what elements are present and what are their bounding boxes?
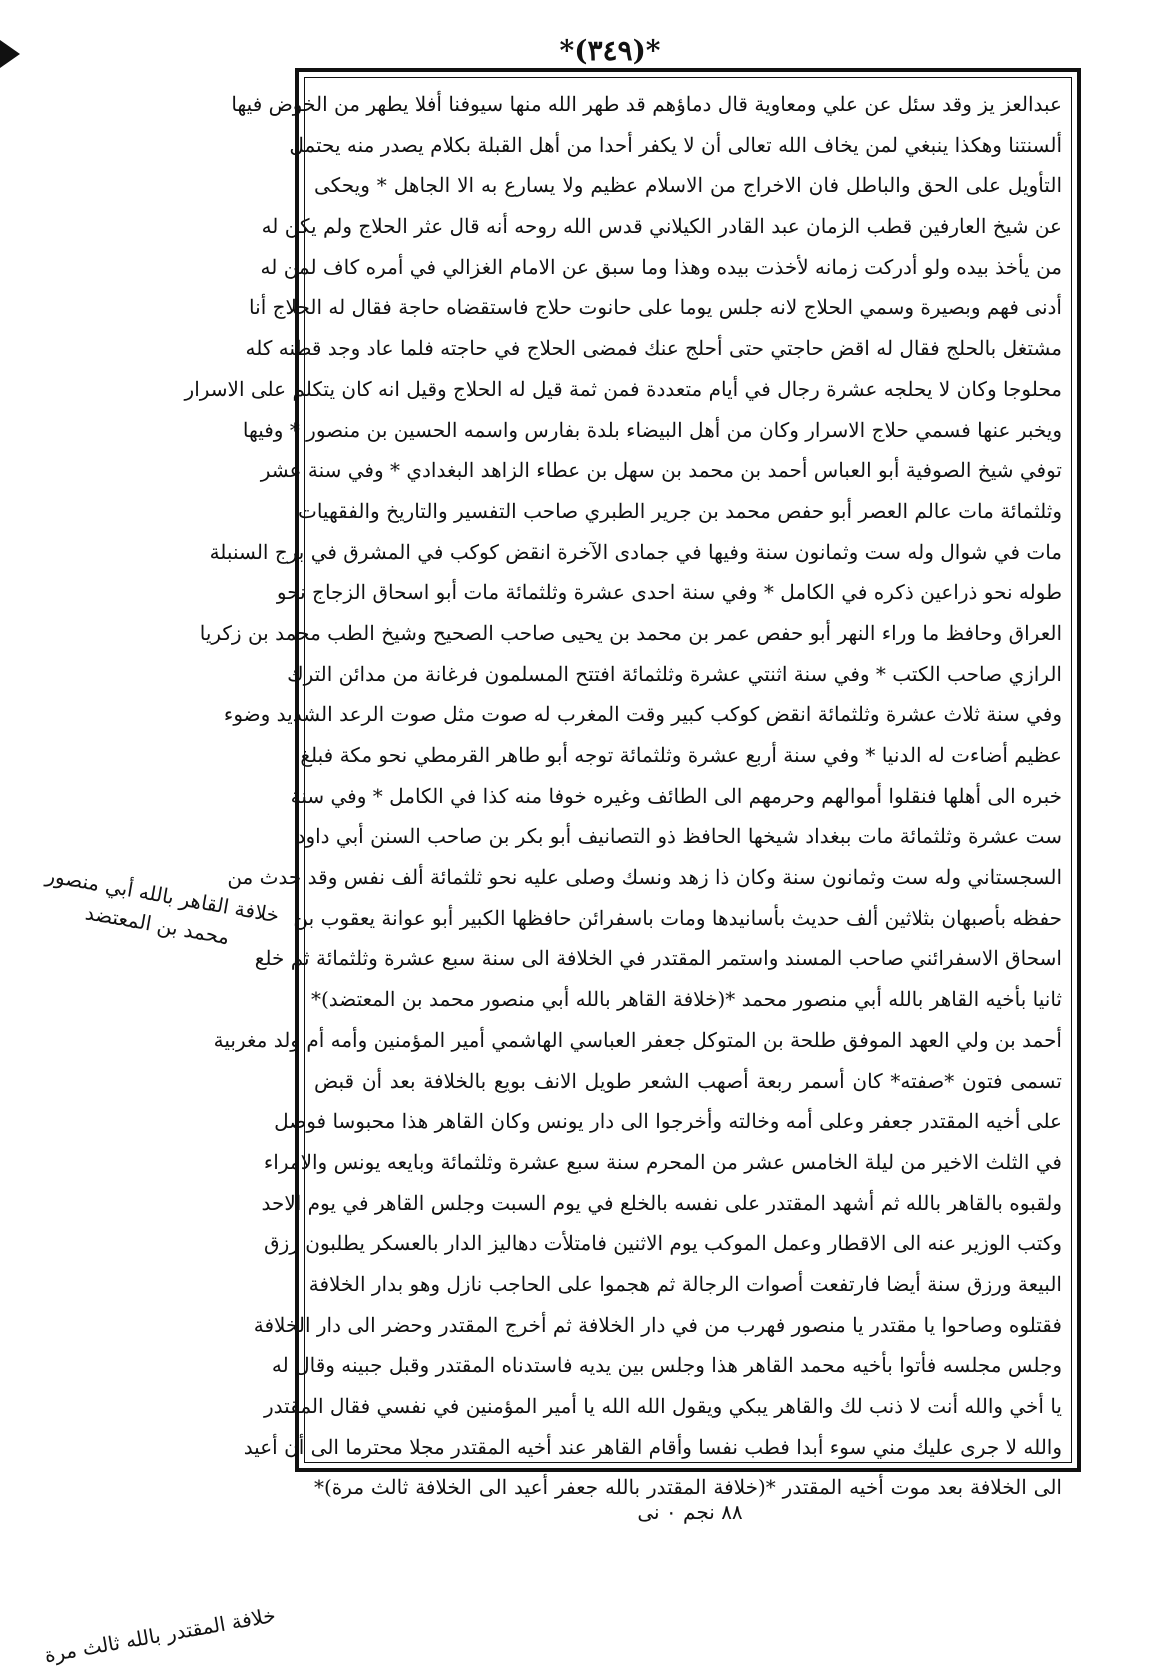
text-line: حفظه بأصبهان بثلاثين ألف حديث بأسانيدها ومات باسفرائن حافظها الكبير أبو عوانة يعقوب بن	[293, 905, 1062, 930]
text-line: على أخيه المقتدر جعفر وعلى أمه وخالته وأخرجوا الى دار يونس وكان القاهر هذا محبوسا فوصل	[274, 1109, 1062, 1134]
text-line: الرازي صاحب الكتب * وفي سنة اثنتي عشرة وثلثمائة افتتح المسلمون فرغانة من مدائن الترك	[287, 661, 1062, 686]
main-text-block	[184, 84, 1062, 1500]
text-line: العراق وحافظ ما وراء النهر أبو حفص عمر بن محمد بن يحيى صاحب الصحيح وشيخ الطب محمد بن زكريا	[199, 620, 1062, 645]
text-line: السجستاني وله ست وثمانون سنة وكان ذا زهد ونسك وصلى عليه نحو ثلثمائة ألف نفس وقد حدث من	[227, 865, 1062, 890]
margin-corner-mark	[0, 40, 20, 68]
text-line: ألسنتنا وهكذا ينبغي لمن يخاف الله تعالى أن لا يكفر أحدا من أهل القبلة بكلام يصدر منه يحتمل	[289, 132, 1062, 157]
text-line: مشتغل بالحلج فقال له اقض حاجتي حتى أحلج عنك فمضى الحلاج في حاجته فلما عاد وجد قطنه كله	[245, 336, 1062, 361]
footer-signature: ٨٨ نجم ٠ نى	[637, 1500, 743, 1524]
text-line: اسحاق الاسفرائني صاحب المسند واستمر المقتدر في الخلافة الى سنة سبع عشرة وثلثمائة ثم خلع	[254, 946, 1062, 971]
text-line: وكتب الوزير عنه الى الاقطار وعمل الموكب يوم الاثنين فامتلأت دهاليز الدار بالعسكر يطلبون رزق	[264, 1231, 1062, 1256]
text-line: محلوجا وكان لا يحلجه عشرة رجال في أيام متعددة فمن ثمة قيل له الحلاج وقيل انه كان يتكلم على الاسرار	[184, 376, 1062, 401]
text-line: عبدالعز يز وقد سئل عن علي ومعاوية قال دماؤهم قد طهر الله منها سيوفنا أفلا يطهر من الخوض فيها	[231, 92, 1062, 116]
text-line: التأويل على الحق والباطل فان الاخراج من الاسلام عظيم ولا يسارع به الا الجاهل * ويحكى	[314, 173, 1062, 198]
margin-note-caliph-qahir: خلافة القاهر بالله أبي منصور محمد بن المعتضد	[44, 862, 282, 950]
text-line: أحمد بن ولي العهد الموفق طلحة بن المتوكل جعفر العباسي الهاشمي أمير المؤمنين وأمه أم ولد مغربية	[213, 1027, 1062, 1052]
text-line: عن شيخ العارفين قطب الزمان عبد القادر الكيلاني قدس الله روحه أنه قال عثر الحلاج ولم يكن له	[261, 214, 1062, 239]
text-line: البيعة ورزق سنة أيضا فارتفعت أصوات الرجالة ثم هجموا على الحاجب نازل وهو بدار الخلافة	[308, 1271, 1062, 1296]
text-line: توفي شيخ الصوفية أبو العباس أحمد بن محمد بن سهل بن عطاء الزاهد البغدادي * وفي سنة عشر	[260, 458, 1062, 483]
text-line: خبره الى أهلها فنقلوا أموالهم وحرمهم الى الطائف وغيره خوفا منه كذا في الكامل * وفي سنة	[290, 783, 1062, 808]
text-line: أدنى فهم وبصيرة وسمي الحلاج لانه جلس يوما على حانوت حلاج فاستقضاه حاجة فقال له الحلاج أنا	[249, 295, 1062, 320]
text-line: ست عشرة وثلثمائة مات ببغداد شيخها الحافظ ذو التصانيف أبو بكر بن صاحب السنن أبي داود	[296, 824, 1062, 849]
text-line: ثانيا بأخيه القاهر بالله أبي منصور محمد *(خلافة القاهر بالله أبي منصور محمد بن المعتضد)*	[310, 987, 1062, 1012]
text-line: وثلثمائة مات عالم العصر أبو حفص محمد بن جرير الطبري صاحب التفسير والتاريخ والفقهيات	[298, 498, 1062, 523]
text-line: من يأخذ بيده ولو أدركت زمانه لأخذت بيده وهذا وما سبق عن الامام الغزالي في أمره كاف لمن له	[260, 254, 1062, 279]
text-line: مات في شوال وله ست وثمانون سنة وفيها في جمادى الآخرة انقض كوكب في المشرق في برج السنبلة	[209, 539, 1062, 564]
text-line: تسمى فتون *صفته* كان أسمر ربعة أصهب الشعر طويل الانف بويع بالخلافة بعد أن قبض	[314, 1068, 1062, 1093]
text-line: والله لا جرى عليك مني سوء أبدا فطب نفسا وأقام القاهر عند أخيه المقتدر مجلا محترما الى أن أعيد	[243, 1434, 1062, 1459]
text-line: عظيم أضاءت له الدنيا * وفي سنة أربع عشرة وثلثمائة توجه أبو طاهر القرمطي نحو مكة فبلغ	[300, 743, 1062, 767]
text-line: ولقبوه بالقاهر بالله ثم أشهد المقتدر على نفسه بالخلع في يوم السبت وجلس القاهر في يوم الاحد	[261, 1190, 1062, 1215]
text-line: في الثلث الاخير من ليلة الخامس عشر من المحرم سنة سبع عشرة وثلثمائة وبايعه يونس والامراء	[263, 1149, 1062, 1174]
text-line: وجلس مجلسه فأتوا بأخيه محمد القاهر هذا وجلس بين يديه فاستدناه المقتدر وقبل جبينه وقال له	[271, 1353, 1062, 1378]
text-line: وفي سنة ثلاث عشرة وثلثمائة انقض كوكب كبير وقت المغرب له صوت مثل صوت الرعد الشديد وضوء	[223, 702, 1062, 727]
page-number: *(٣٤٩)*	[559, 34, 661, 67]
text-line: يا أخي والله أنت لا ذنب لك والقاهر يبكي ويقول الله الله يا أمير المؤمنين في نفسي فقال المقتدر	[264, 1394, 1062, 1418]
text-line: طوله نحو ذراعين ذكره في الكامل * وفي سنة احدى عشرة وثلثمائة مات أبو اسحاق الزجاج نحو	[276, 580, 1062, 605]
text-line: ويخبر عنها فسمي حلاج الاسرار وكان من أهل البيضاء بلدة بفارس واسمه الحسين بن منصور * وفيها	[242, 417, 1062, 442]
margin-note-caliph-muqtadir: خلافة المقتدر بالله ثالث مرة	[42, 1602, 278, 1668]
text-line: الى الخلافة بعد موت أخيه المقتدر *(خلافة المقتدر بالله جعفر أعيد الى الخلافة ثالث مرة)*	[314, 1475, 1062, 1500]
text-line: فقتلوه وصاحوا يا مقتدر يا منصور فهرب من في دار الخلافة ثم أخرج المقتدر وحضر الى دار الخلافة	[253, 1312, 1062, 1337]
